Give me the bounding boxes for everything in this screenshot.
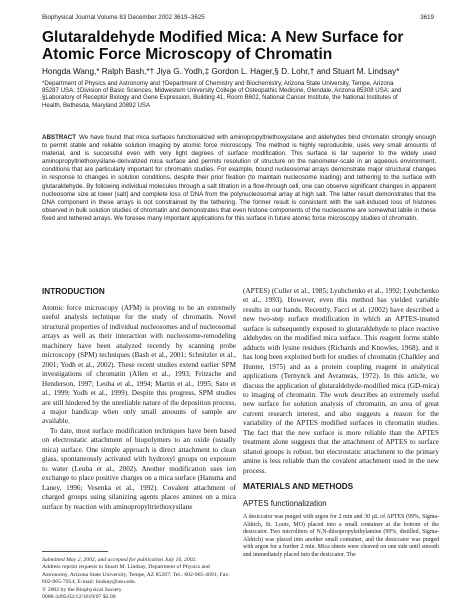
abstract-text: We have found that mica surfaces functionalized with aminopropyltriethoxysilane and aldehydes bind chromatin strongly enough to permit stable and reliable solution imaging by atomic force microscopy. The method is highly reproducible, uses very small amounts of material, and is successful even with very light degrees of surface modification. This surface is far superior to the widely used aminopropyltriethoxysilane-derivatized mica surface and permits resolution of structure on the nanometer-scale in an aqueous environment, conditions that are particularly important for chromatin studies. For example, bound nucleosomal arrays demonstrate major structural changes in response to changes in solution conditions, despite their prior fixation (to maintain nucleosome loading) and tethering to the surface with glutaraldehyde. By following individual molecules through a salt titration in a flow-through cell, one can observe significant changes in apparent nucleosome size at lower [salt] and complete loss of DNA from the polynucleosomal array at high salt. The latter result demonstrates that the DNA component in these arrays is not constrained by the tethering. The former result is consistent with the salt-induced loss of histones observed in bulk solution studies of chromatin and demonstrates that even histone components of the nucleosome are somewhat labile in these fixed and tethered arrays. We foresee many important applications for this surface in future atomic force microscopy studies of chromatin. (42, 134, 436, 222)
methods-heading: MATERIALS AND METHODS (243, 482, 354, 492)
page-number: 3619 (420, 14, 434, 21)
footnotes (42, 557, 236, 601)
methods-paragraph: A desiccator was purged with argon for 2 min and 30 µL of APTES (99%, Sigma-Aldrich, St. Louis, MO) placed into a small container at the bottom of the desiccator. Two microliters of N,N-diisopropylethylamine (99%, distilled, Sigma-Aldrich) was placed into another small container, and the desiccator was purged with argon for a further 2 min. Mica sheets were cleaved on one side until smooth and immediately placed into the desiccator. The (243, 513, 439, 558)
abstract (42, 134, 436, 223)
author-list: Hongda Wang,* Ralph Bash,*† Jiya G. Yodh,‡ Gordon L. Hager,§ D. Lohr,† and Stuart M. Lindsay* (42, 67, 400, 76)
article-title: Glutaraldehyde Modified Mica: A New Surface for Atomic Force Microscopy of Chromatin (42, 29, 404, 63)
copyright-note: © 2002 by the Biophysical Society (42, 586, 122, 593)
intro-paragraph: To date, most surface modification techniques have been based on electrostatic attachment of biopolymers to an oxide (usually mica) surface. One simple approach is direct attachment to clean glass, spontaneously activated with hydroxyl groups on exposure to water (Leuba et al., 2002). Another modification uses ion exchange to place positive charges on a mica surface (Hansma and Laney, 1996; Vesenka et al., 1992). Covalent attachment of charged groups using silanizing agents places amines on a mica surface by reaction with aminopropyltriethoxysilane (42, 426, 236, 511)
reprint-note: Address reprint requests to Stuart M. Lindsay, Department of Physics and Astronomy, Arizona State University, Tempe, AZ 85287; Tel.: 602-965-4691; Fax: 602-965-7954; E-mail: lindsay@asu.edu. (42, 564, 230, 586)
body-paragraph: (APTES) (Culler et al., 1985; Lyubchenko et al., 1992; Lyubchenko et al., 1993). However, even this method has yielded variable results in our hands. Recently, Facci et al. (2002) have described a new two-step surface modification in which an APTES-treated surface is subsequently exposed to glutaraldehyde to place reactive aldehydes on the modified mica surface. This reagent forms stable adducts with lysine residues (Richards and Knowles, 1968), and it has long been exploited both for studies of chromatin (Chalkley and Hunter, 1975) and as a protein coupling reagent in analytical applications (Ternynck and Avrameas, 1972). In this article, we discuss the application of glutaraldehyde-modified mica (GD-mica) to imaging of chromatin. The work describes an extremely useful new surface for solution analysis of chromatin, an area of great current research interest, and also suggests a reason for the variability of the APTES modified surfaces in chromatin studies. The fact that the new surface is more reliable than the APTES treatment alone suggests that the attachment of APTES to surface silanol groups is robust, but electrostatic attachment to the primary amine is less reliable than the covalent attachment used in the new process. (243, 287, 439, 475)
abstract-label: ABSTRACT (42, 134, 77, 141)
left-column (42, 287, 236, 512)
affiliation-line: §Laboratory of Receptor Biology and Gene Expression, Building 41, Room B602, National Cancer Institute, the National Institutes of (42, 94, 398, 102)
issn-note: 0006-3495/02/12/3619/07 $2.00 (42, 594, 116, 601)
right-column (243, 287, 439, 565)
intro-paragraph: Atomic force microscopy (AFM) is proving to be an extremely useful analysis technique for the study of chromatin. Novel structural properties of individual nucleosomes and of nucleosomal arrays as well as their interaction with nucleosome-remodeling machinery have been analyzed recently by scanning probe microscopy (SPM) techniques (Bash et al., 2001; Schnitzler et al., 2001; Yodh et al., 2002). These recent studies extend earlier SPM investigations of chromatin (Allen et al., 1993; Fritzsche and Henderson, 1997; Leuba et al., 1994; Martin et al., 1995; Sato et al., 1999; Yodh et al., 1999). Despite this progress, SPM studies are still hindered by the unreliable nature of the deposition process, a major handicap when only small amounts of sample are available. (42, 304, 236, 426)
journal-citation: Biophysical Journal Volume 83 December 2002 3619–3625 (42, 14, 205, 21)
aptes-subheading: APTES functionalization (243, 499, 327, 509)
affiliations (42, 80, 436, 109)
running-header (42, 14, 434, 21)
affiliation-line: 85287 USA; ‡Division of Basic Sciences, Midwestern University College of Osteopathic Medicine, Glendale, Arizona 85308 USA; and (42, 87, 402, 95)
footnote-divider (42, 551, 108, 552)
affiliation-line: *Department of Physics and Astronomy and †Department of Chemistry and Biochemistry, Arizona State University, Tempe, Arizona (42, 80, 394, 87)
affiliation-line: Health, Bethesda, Maryland 20892 USA (42, 101, 151, 109)
introduction-heading: INTRODUCTION (42, 287, 105, 296)
submission-note: Submitted May 2, 2002, and accepted for publication July 16, 2002. (42, 557, 197, 563)
